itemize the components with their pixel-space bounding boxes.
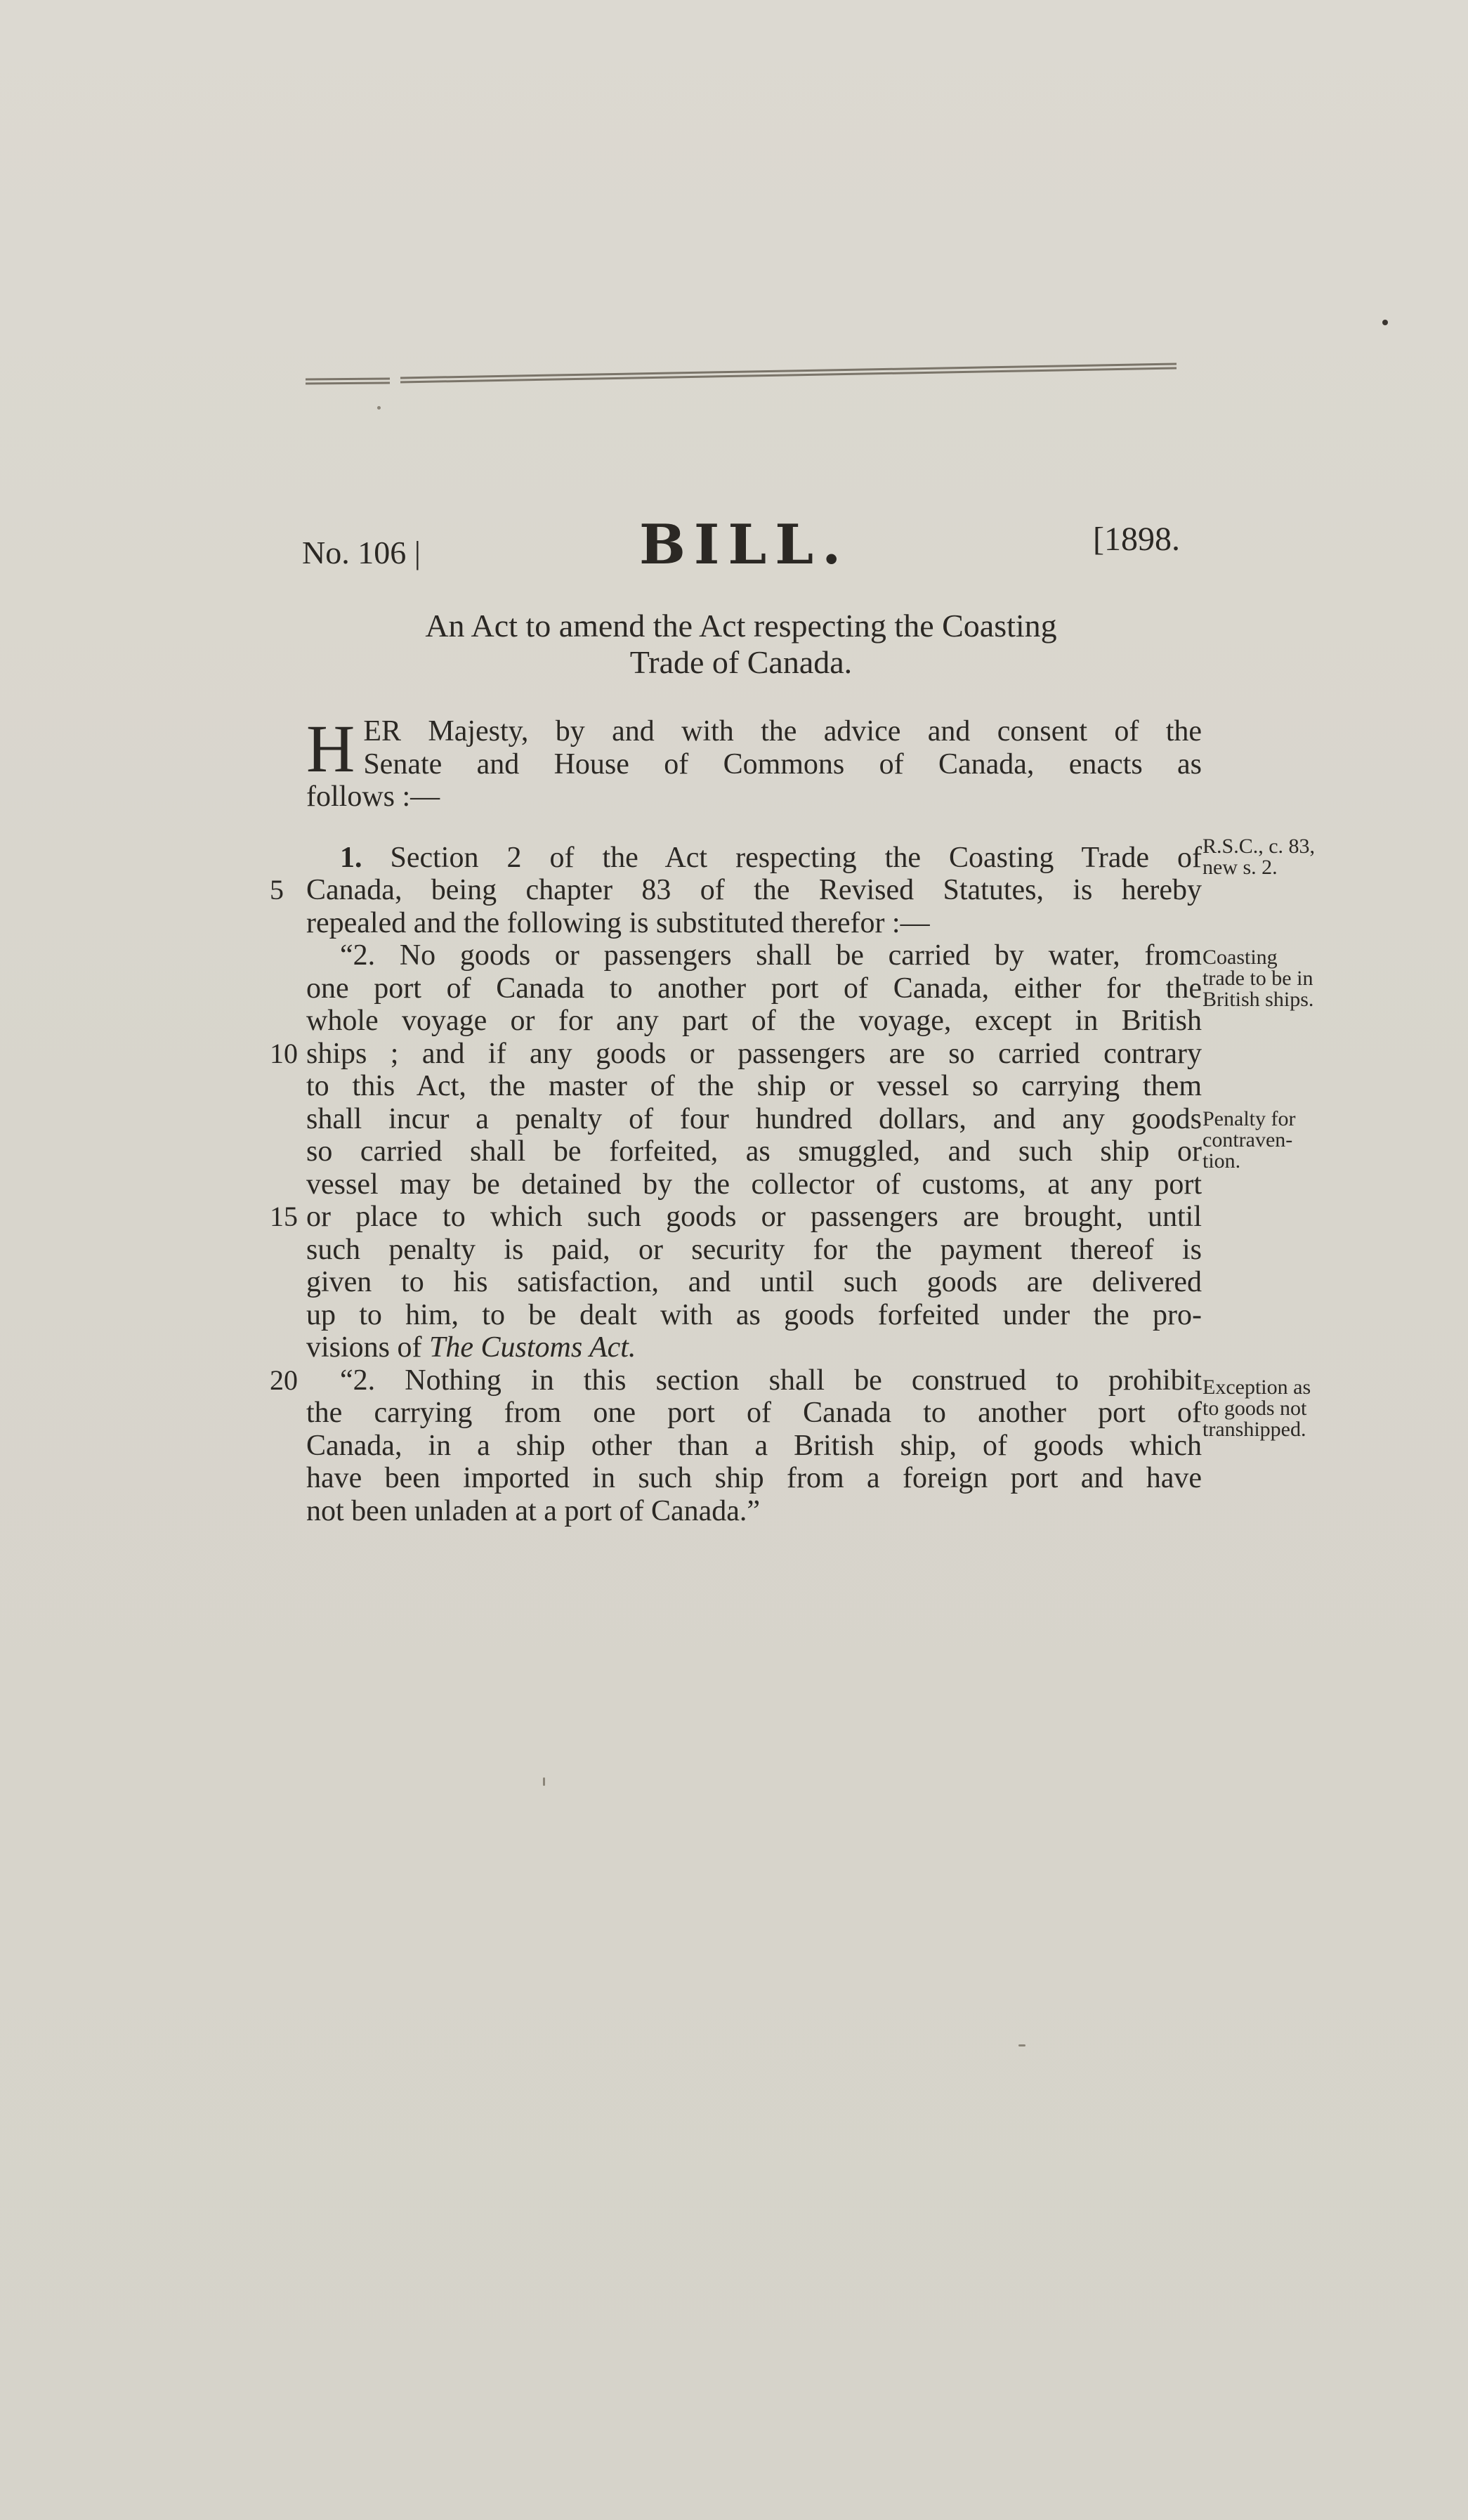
subsection-line: Canada, in a ship other than a British ship, of goods which bbox=[306, 1429, 1202, 1462]
subsection-line bbox=[270, 1037, 1202, 1071]
act-title-line-1: An Act to amend the Act respecting the Coasting bbox=[425, 608, 1057, 644]
margin-note-exception bbox=[1202, 1377, 1364, 1440]
paper-speck bbox=[543, 1777, 545, 1786]
bill-year: [1898. bbox=[1093, 521, 1180, 558]
margin-note-line: tion. bbox=[1202, 1149, 1241, 1173]
subsection-text: “2. Nothing in this section shall be construed to prohibit bbox=[340, 1364, 1202, 1397]
subsection-line: to this Act, the master of the ship or vessel so carrying them bbox=[306, 1070, 1202, 1102]
margin-note-line: transhipped. bbox=[1202, 1418, 1306, 1441]
bill-header bbox=[302, 513, 1180, 590]
subsection-line: vessel may be detained by the collector of customs, at any port bbox=[306, 1168, 1202, 1201]
subsection-text: visions of bbox=[306, 1331, 430, 1364]
line-number: 20 bbox=[270, 1364, 298, 1396]
preamble-line: follows :— bbox=[306, 781, 440, 813]
margin-note-penalty bbox=[1202, 1109, 1364, 1172]
subsection-2 bbox=[270, 939, 1202, 1364]
subsection-line: up to him, to be dealt with as goods forfeited under the pro- bbox=[306, 1298, 1202, 1331]
subsection-line: so carried shall be forfeited, as smuggled, and such ship or bbox=[306, 1135, 1202, 1168]
section-1 bbox=[270, 841, 1202, 940]
subsection-line: have been imported in such ship from a foreign port and have bbox=[306, 1462, 1202, 1494]
line-number: 10 bbox=[270, 1037, 298, 1069]
subsection-line: one port of Canada to another port of Canada, either for the bbox=[306, 972, 1202, 1005]
section-text: Canada, being chapter 83 of the Revised Statutes, is hereby bbox=[306, 874, 1202, 906]
subsection-line: “2. No goods or passengers shall be carried by water, from bbox=[340, 939, 1202, 972]
subsection-line: given to his satisfaction, and until such goods are delivered bbox=[306, 1266, 1202, 1298]
margin-note-line: Coasting bbox=[1202, 946, 1278, 969]
margin-note-line: British ships. bbox=[1202, 988, 1314, 1011]
margin-note-line: contraven- bbox=[1202, 1128, 1293, 1151]
enacting-clause bbox=[306, 711, 1202, 814]
line-number: 5 bbox=[270, 874, 284, 906]
margin-note-rsc bbox=[1202, 836, 1364, 878]
customs-act-reference: The Customs Act. bbox=[429, 1331, 636, 1364]
subsection-line: the carrying from one port of Canada to another port of bbox=[306, 1397, 1202, 1429]
margin-note-line: Penalty for bbox=[1202, 1107, 1296, 1130]
double-rule-graphic bbox=[306, 358, 1177, 386]
paper-speck bbox=[1382, 320, 1388, 325]
section-number: 1. bbox=[340, 841, 362, 874]
preamble-line: ER Majesty, by and with the advice and consent of the bbox=[363, 715, 1202, 747]
bill-number: No. 106 | bbox=[302, 535, 421, 570]
bill-body bbox=[270, 711, 1202, 1527]
subsection-line: shall incur a penalty of four hundred dollars, and any goods bbox=[306, 1102, 1202, 1135]
margin-note-line: trade to be in bbox=[1202, 967, 1313, 990]
subsection-text: ships ; and if any goods or passengers are so carried contrary bbox=[306, 1037, 1202, 1070]
subsection-line: such penalty is paid, or security for the payment thereof is bbox=[306, 1233, 1202, 1266]
margin-note-line: new s. 2. bbox=[1202, 856, 1278, 879]
line-number: 15 bbox=[270, 1201, 298, 1232]
margin-note-line: to goods not bbox=[1202, 1397, 1307, 1420]
act-title-line-2: Trade of Canada. bbox=[629, 644, 853, 680]
subsection-line bbox=[270, 1201, 1202, 1234]
section-line bbox=[270, 874, 1202, 907]
drop-cap: H bbox=[306, 711, 355, 786]
double-rule bbox=[306, 358, 1177, 386]
section-text: Section 2 of the Act respecting the Coasting Trade of bbox=[390, 841, 1202, 874]
paper-speck bbox=[377, 406, 381, 410]
margin-note-coasting bbox=[1202, 947, 1364, 1010]
subsection-line bbox=[270, 1364, 1202, 1397]
subsection-exception bbox=[270, 1364, 1202, 1528]
preamble-line: Senate and House of Commons of Canada, enacts as bbox=[363, 747, 1202, 781]
subsection-line: not been unladen at a port of Canada.” bbox=[306, 1494, 761, 1527]
section-line: repealed and the following is substituted therefor :— bbox=[306, 906, 930, 939]
section-line bbox=[306, 842, 1202, 875]
margin-note-line: Exception as bbox=[1202, 1376, 1311, 1399]
margin-note-line: R.S.C., c. 83, bbox=[1202, 835, 1316, 858]
paper-speck bbox=[1018, 2044, 1025, 2046]
bill-title: BILL. bbox=[639, 513, 850, 577]
act-title bbox=[302, 608, 1180, 681]
subsection-line bbox=[306, 1331, 1202, 1364]
subsection-text: or place to which such goods or passengers are brought, until bbox=[306, 1201, 1202, 1233]
subsection-line: whole voyage or for any part of the voyage, except in British bbox=[306, 1005, 1202, 1037]
